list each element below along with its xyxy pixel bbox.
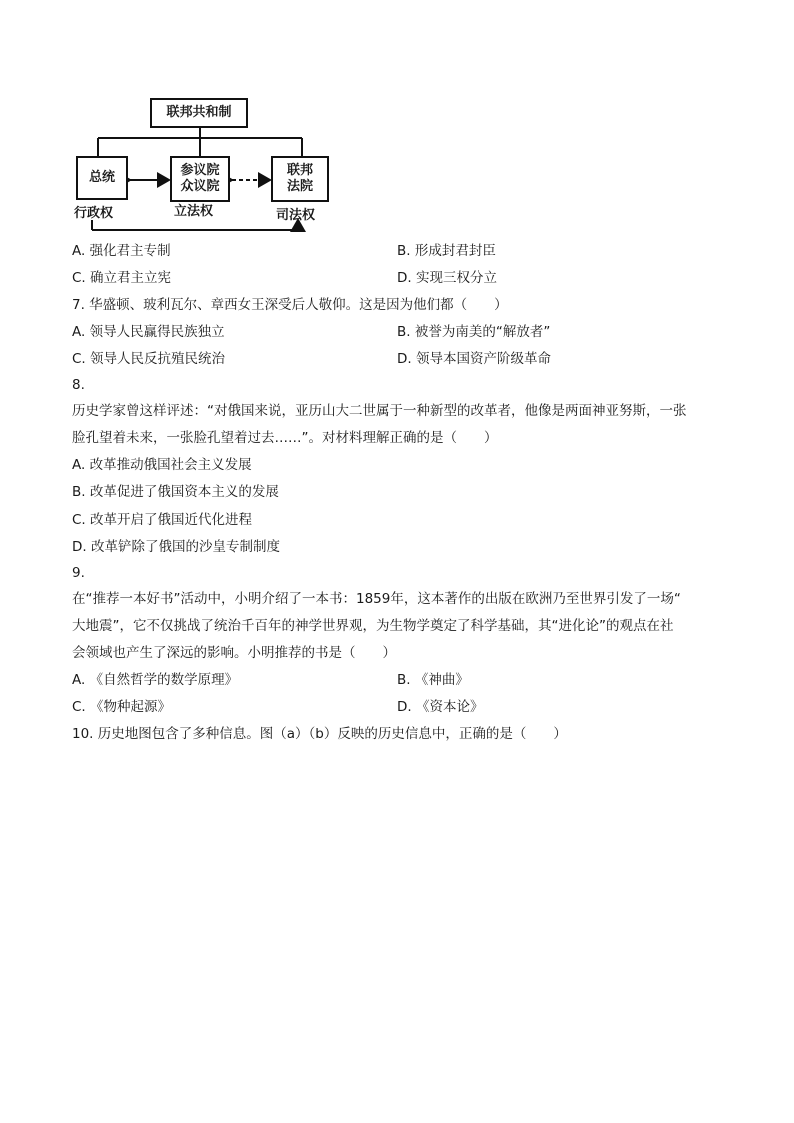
legislative-power-label: 立法权 [174, 204, 214, 219]
q7-stem: 7. 华盛顿、玻利瓦尔、章西女王深受后人敬仰。这是因为他们都（ ） [72, 297, 508, 313]
q8-option-c: C. 改革开启了俄国近代化进程 [72, 512, 253, 528]
q8-option-a: A. 改革推动俄国社会主义发展 [72, 457, 252, 473]
q7-option-a: A. 领导人民赢得民族独立 [72, 324, 225, 340]
q6-option-a: A. 强化君主专制 [72, 243, 171, 259]
president-box: 总统 [76, 156, 128, 200]
q9-option-b: B. 《神曲》 [397, 672, 469, 688]
q7-option-b: B. 被誉为南美的“解放者” [397, 324, 551, 340]
federal-republic-box: 联邦共和制 [150, 98, 248, 128]
q6-option-d: D. 实现三权分立 [397, 270, 497, 286]
q8-stem-line-1: 历史学家曾这样评述：“对俄国来说，亚历山大二世属于一种新型的改革者，他像是两面神亚努斯，一张 [72, 403, 687, 419]
q9-stem-line-3: 会领域也产生了深远的影响。小明推荐的书是（ ） [72, 645, 396, 661]
congress-box: 参议院 众议院 [170, 156, 230, 202]
q9-option-a: A. 《自然哲学的数学原理》 [72, 672, 239, 688]
federal-court-box: 联邦 法院 [271, 156, 329, 202]
q9-stem-line-2: 大地震”，它不仅挑战了统治千百年的神学世界观，为生物学奠定了科学基础，其“进化论”的观点在社 [72, 618, 674, 634]
q10-stem: 10. 历史地图包含了多种信息。图（a）（b）反映的历史信息中，正确的是（ ） [72, 726, 567, 742]
q6-option-b: B. 形成封君封臣 [397, 243, 496, 259]
judicial-power-label: 司法权 [276, 208, 316, 223]
q9-number: 9. [72, 565, 85, 581]
government-structure-diagram [70, 92, 340, 237]
executive-power-label: 行政权 [74, 206, 114, 221]
q8-option-d: D. 改革铲除了俄国的沙皇专制制度 [72, 539, 280, 555]
q9-stem-line-1: 在“推荐一本好书”活动中，小明介绍了一本书：1859年，这本著作的出版在欧洲乃至世界引发了一场“ [72, 591, 681, 607]
q9-option-c: C. 《物种起源》 [72, 699, 172, 715]
q8-number: 8. [72, 377, 85, 393]
q9-option-d: D. 《资本论》 [397, 699, 484, 715]
q8-stem-line-2: 脸孔望着未来，一张脸孔望着过去……”。对材料理解正确的是（ ） [72, 430, 498, 446]
q7-option-c: C. 领导人民反抗殖民统治 [72, 351, 226, 367]
q7-option-d: D. 领导本国资产阶级革命 [397, 351, 551, 367]
q8-option-b: B. 改革促进了俄国资本主义的发展 [72, 484, 279, 500]
q6-option-c: C. 确立君主立宪 [72, 270, 172, 286]
